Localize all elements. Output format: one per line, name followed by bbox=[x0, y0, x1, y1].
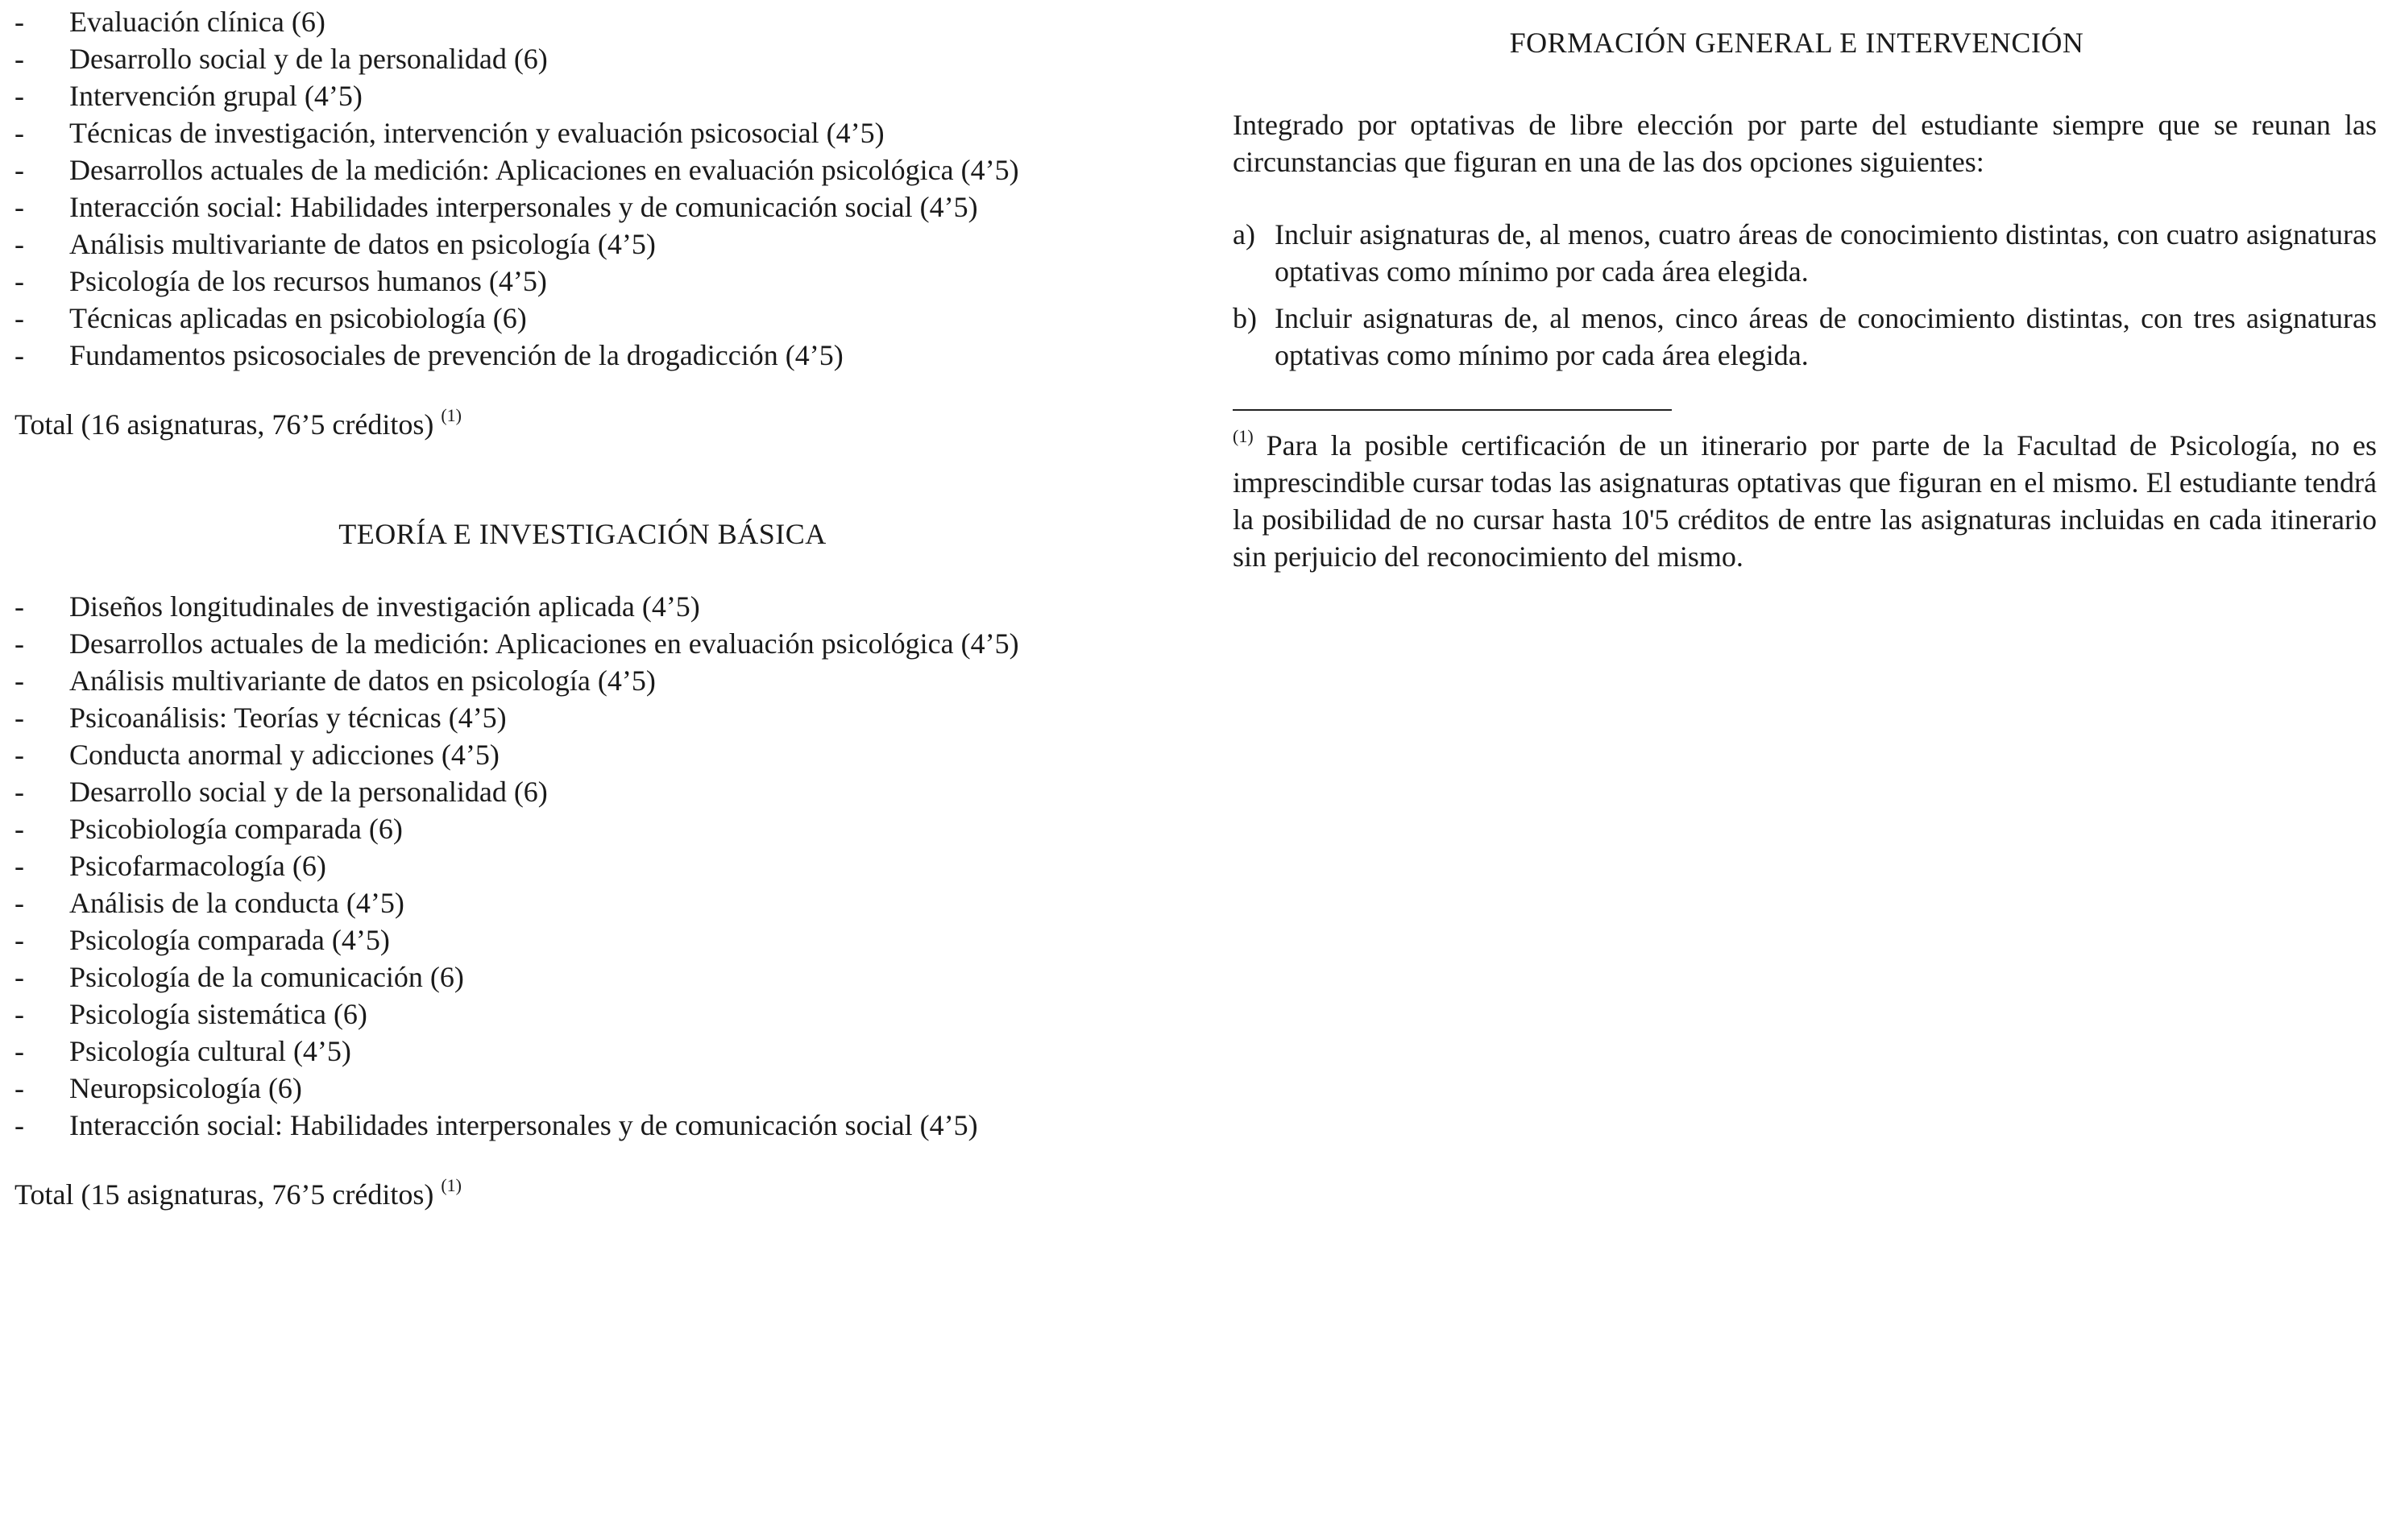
list-item bbox=[15, 337, 1183, 374]
bullet-dash: - bbox=[15, 887, 24, 919]
list-item bbox=[15, 77, 1183, 114]
bullet-dash: - bbox=[15, 850, 24, 882]
bullet-dash: - bbox=[15, 664, 24, 697]
list-item bbox=[15, 625, 1183, 662]
list-item-text: Intervención grupal (4’5) bbox=[69, 80, 363, 112]
total-teoria-footnote-ref: (1) bbox=[441, 1175, 462, 1195]
total-teoria bbox=[15, 1176, 1183, 1213]
subject-list-teoria bbox=[15, 588, 1183, 1144]
option-a-label: a) bbox=[1233, 218, 1255, 250]
bullet-dash: - bbox=[15, 924, 24, 956]
option-b bbox=[1233, 300, 2377, 374]
list-item bbox=[15, 736, 1183, 773]
bullet-dash: - bbox=[15, 1072, 24, 1104]
list-item bbox=[15, 662, 1183, 699]
subject-list-formacion bbox=[15, 3, 1183, 374]
bullet-dash: - bbox=[15, 80, 24, 112]
intro-paragraph: Integrado por optativas de libre elección por parte del estudiante siempre que se reunan las circunstancias que figuran en una de las dos opciones siguientes: bbox=[1233, 109, 2377, 178]
list-item-text: Desarrollos actuales de la medición: Aplicaciones en evaluación psicológica (4’5) bbox=[69, 154, 1019, 186]
bullet-dash: - bbox=[15, 191, 24, 223]
bullet-dash: - bbox=[15, 154, 24, 186]
footnote bbox=[1233, 427, 2377, 575]
list-item-text: Análisis de la conducta (4’5) bbox=[69, 887, 404, 919]
list-item-text: Interacción social: Habilidades interpersonales y de comunicación social (4’5) bbox=[69, 191, 978, 223]
bullet-dash: - bbox=[15, 998, 24, 1030]
bullet-dash: - bbox=[15, 739, 24, 771]
bullet-dash: - bbox=[15, 1035, 24, 1067]
list-item-text: Análisis multivariante de datos en psicología (4’5) bbox=[69, 228, 656, 260]
right-column bbox=[1233, 24, 2377, 575]
list-item bbox=[15, 810, 1183, 847]
list-item bbox=[15, 1033, 1183, 1070]
footnote-divider bbox=[1233, 409, 1672, 411]
bullet-dash: - bbox=[15, 117, 24, 149]
option-a bbox=[1233, 216, 2377, 290]
option-b-text: Incluir asignaturas de, al menos, cinco áreas de conocimiento distintas, con tres asignaturas optativas como mínimo por cada área elegida. bbox=[1275, 302, 2377, 371]
list-item bbox=[15, 114, 1183, 151]
list-item-text: Psicología cultural (4’5) bbox=[69, 1035, 351, 1067]
list-item-text: Fundamentos psicosociales de prevención de la drogadicción (4’5) bbox=[69, 339, 844, 371]
left-column bbox=[15, 3, 1183, 1213]
list-item bbox=[15, 958, 1183, 996]
option-a-text: Incluir asignaturas de, al menos, cuatro áreas de conocimiento distintas, con cuatro asignaturas optativas como mínimo por cada área elegida. bbox=[1275, 218, 2377, 288]
list-item-text: Psicología de los recursos humanos (4’5) bbox=[69, 265, 547, 297]
list-item bbox=[15, 1107, 1183, 1144]
list-item bbox=[15, 588, 1183, 625]
bullet-dash: - bbox=[15, 813, 24, 845]
bullet-dash: - bbox=[15, 43, 24, 75]
list-item-text: Psicofarmacología (6) bbox=[69, 850, 326, 882]
bullet-dash: - bbox=[15, 339, 24, 371]
list-item-text: Psicología de la comunicación (6) bbox=[69, 961, 464, 993]
bullet-dash: - bbox=[15, 627, 24, 660]
bullet-dash: - bbox=[15, 265, 24, 297]
list-item bbox=[15, 300, 1183, 337]
list-item bbox=[15, 151, 1183, 188]
list-item-text: Neuropsicología (6) bbox=[69, 1072, 302, 1104]
bullet-dash: - bbox=[15, 1109, 24, 1141]
total-formacion-text: Total (16 asignaturas, 76’5 créditos) bbox=[15, 408, 434, 441]
list-item-text: Desarrollo social y de la personalidad (6) bbox=[69, 43, 548, 75]
bullet-dash: - bbox=[15, 228, 24, 260]
list-item bbox=[15, 773, 1183, 810]
bullet-dash: - bbox=[15, 702, 24, 734]
bullet-dash: - bbox=[15, 6, 24, 38]
list-item-text: Técnicas aplicadas en psicobiología (6) bbox=[69, 302, 527, 334]
list-item-text: Psicobiología comparada (6) bbox=[69, 813, 403, 845]
list-item-text: Psicología comparada (4’5) bbox=[69, 924, 390, 956]
list-item bbox=[15, 699, 1183, 736]
list-item-text: Psicoanálisis: Teorías y técnicas (4’5) bbox=[69, 702, 507, 734]
bullet-dash: - bbox=[15, 961, 24, 993]
list-item bbox=[15, 921, 1183, 958]
section-title-teoria: TEORÍA E INVESTIGACIÓN BÁSICA bbox=[338, 518, 827, 550]
option-b-label: b) bbox=[1233, 302, 1257, 334]
total-formacion bbox=[15, 406, 1183, 443]
list-item bbox=[15, 3, 1183, 40]
list-item-text: Desarrollo social y de la personalidad (6) bbox=[69, 776, 548, 808]
list-item-text: Desarrollos actuales de la medición: Aplicaciones en evaluación psicológica (4’5) bbox=[69, 627, 1019, 660]
section-title-formacion: FORMACIÓN GENERAL E INTERVENCIÓN bbox=[1509, 27, 2084, 59]
list-item-text: Análisis multivariante de datos en psicología (4’5) bbox=[69, 664, 656, 697]
footnote-mark: (1) bbox=[1233, 426, 1254, 446]
list-item bbox=[15, 40, 1183, 77]
list-item bbox=[15, 263, 1183, 300]
list-item-text: Evaluación clínica (6) bbox=[69, 6, 325, 38]
list-item-text: Conducta anormal y adicciones (4’5) bbox=[69, 739, 500, 771]
total-formacion-footnote-ref: (1) bbox=[441, 405, 462, 425]
total-teoria-text: Total (15 asignaturas, 76’5 créditos) bbox=[15, 1178, 434, 1211]
bullet-dash: - bbox=[15, 302, 24, 334]
list-item-text: Diseños longitudinales de investigación aplicada (4’5) bbox=[69, 590, 700, 623]
bullet-dash: - bbox=[15, 776, 24, 808]
list-item bbox=[15, 847, 1183, 884]
list-item bbox=[15, 1070, 1183, 1107]
list-item bbox=[15, 226, 1183, 263]
list-item bbox=[15, 884, 1183, 921]
bullet-dash: - bbox=[15, 590, 24, 623]
list-item bbox=[15, 996, 1183, 1033]
list-item-text: Técnicas de investigación, intervención y evaluación psicosocial (4’5) bbox=[69, 117, 885, 149]
list-item-text: Psicología sistemática (6) bbox=[69, 998, 367, 1030]
list-item bbox=[15, 188, 1183, 226]
footnote-text: Para la posible certificación de un itinerario por parte de la Facultad de Psicología, no es imprescindible cursar todas las asignaturas optativas que figuran en el mismo. El estudiante tendrá la posibilidad de no cursar hasta 10'5 créditos de entre las asignaturas incluidas en cada itinerario sin perjuicio del reconocimiento del mismo. bbox=[1233, 429, 2378, 573]
list-item-text: Interacción social: Habilidades interpersonales y de comunicación social (4’5) bbox=[69, 1109, 978, 1141]
